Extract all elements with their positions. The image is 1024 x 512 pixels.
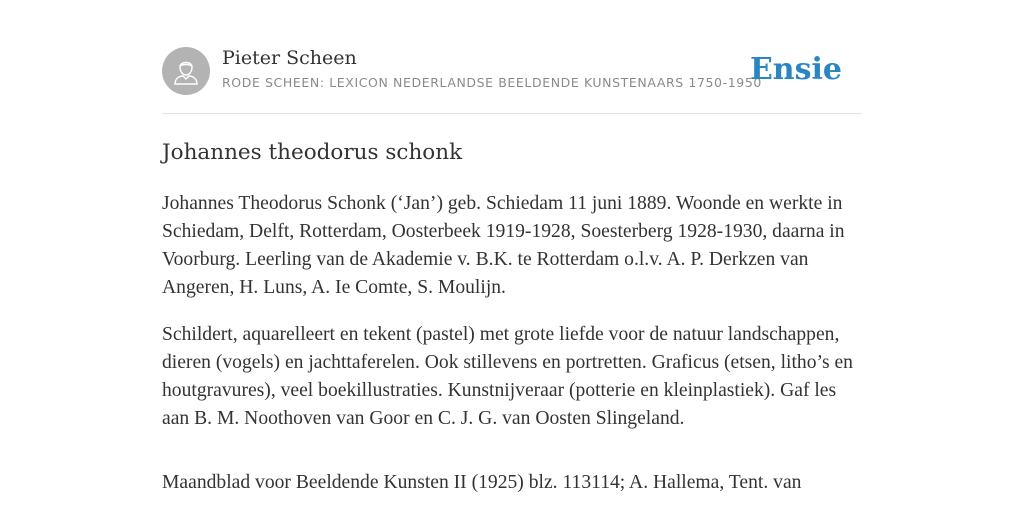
brand-logo[interactable]: Ensie (749, 52, 842, 87)
article-body (162, 190, 862, 512)
article-reference: Maandblad voor Beeldende Kunsten II (1925) blz. 113114; A. Hallema, Tent. van (162, 472, 802, 493)
article-title: Johannes theodorus schonk (162, 140, 463, 165)
author-name[interactable]: Pieter Scheen (222, 47, 357, 69)
author-avatar[interactable] (162, 47, 210, 95)
user-icon (173, 57, 199, 85)
article-paragraph: Schildert, aquarelleert en tekent (pastel) met grote liefde voor de natuur landschappen, dieren (vogels) en jachttaferelen. Ook stillevens en portretten. Graficus (etsen, litho’s en houtgravures), veel boekillustraties. Kunstnijveraar (potterie en kleinplastiek). Gaf les aan B. M. Noothoven van Goor en C. J. G. van Oosten Slingeland. (162, 324, 853, 429)
article-header (162, 0, 862, 114)
source-title[interactable]: RODE SCHEEN: LEXICON NEDERLANDSE BEELDENDE KUNSTENAARS 1750-1950 (222, 75, 762, 90)
article-paragraph: Johannes Theodorus Schonk (‘Jan’) geb. Schiedam 11 juni 1889. Woonde en werkte in Schiedam, Delft, Rotterdam, Oosterbeek 1919-1928, Soesterberg 1928-1930, daarna in Voorburg. Leerling van de Akademie v. B.K. te Rotterdam o.l.v. A. P. Derkzen van Angeren, H. Luns, A. Ie Comte, S. Moulijn. (162, 193, 845, 298)
content-container (162, 0, 862, 493)
